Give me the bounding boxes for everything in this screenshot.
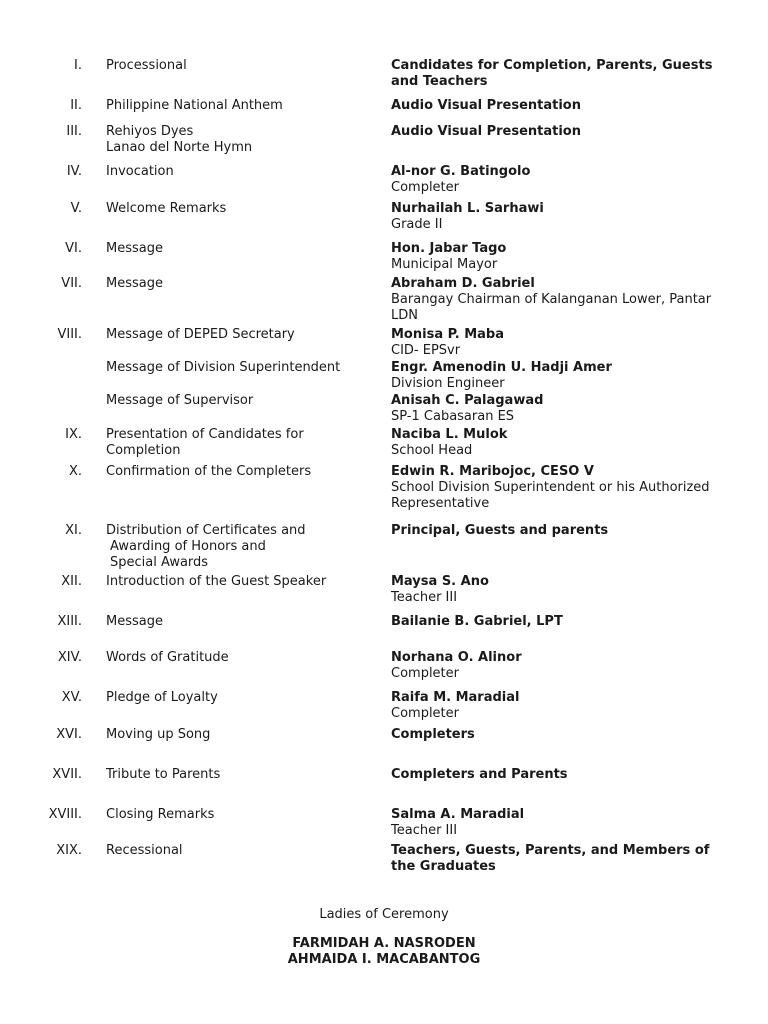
program-part — [106, 807, 376, 823]
program-part — [106, 276, 376, 292]
program-part — [106, 124, 376, 156]
program-part-line: Message — [106, 614, 163, 629]
program-part-line: Presentation of Candidates for — [106, 427, 304, 442]
program-part-line: Message of DEPED Secretary — [106, 327, 295, 342]
assignee-name: Nurhailah L. Sarhawi — [391, 201, 544, 216]
program-part-line: Message — [106, 276, 163, 291]
program-part — [106, 650, 376, 666]
program-part-line: Philippine National Anthem — [106, 98, 283, 113]
assignee-name: Salma A. Maradial — [391, 807, 525, 822]
program-part — [106, 58, 376, 74]
program-assignee — [391, 124, 736, 140]
program-number: XIX. — [56, 843, 82, 858]
program-number: VI. — [65, 241, 82, 256]
program-assignee — [391, 523, 736, 539]
program-assignee — [391, 727, 736, 743]
assignee-name: Maysa S. Ano — [391, 574, 489, 589]
program-part-line: Invocation — [106, 164, 174, 179]
program-part — [106, 614, 376, 630]
assignee-role: Teacher III — [391, 823, 458, 838]
program-part-line: Awarding of Honors and — [110, 539, 266, 554]
assignee-name: Abraham D. Gabriel — [391, 276, 535, 291]
ladies-of-ceremony — [0, 907, 768, 968]
program-assignee — [391, 650, 736, 682]
program-part-line: Introduction of the Guest Speaker — [106, 574, 327, 589]
program-assignee — [391, 201, 736, 233]
program-number: II. — [70, 98, 82, 113]
program-part — [106, 727, 376, 743]
assignee-role: Teacher III — [391, 590, 458, 605]
program-part-line: Welcome Remarks — [106, 201, 227, 216]
program-number: V. — [70, 201, 82, 216]
host-name: FARMIDAH A. NASRODEN — [292, 936, 476, 951]
program-part — [106, 523, 376, 571]
assignee-name: Audio Visual Presentation — [391, 124, 581, 139]
program-number: I. — [74, 58, 82, 73]
ceremony-label: Ladies of Ceremony — [319, 907, 449, 922]
program-assignee — [391, 164, 736, 196]
assignee-name: Monisa P. Maba — [391, 327, 505, 342]
assignee-name: Audio Visual Presentation — [391, 98, 581, 113]
assignee-name: Al-nor G. Batingolo — [391, 164, 531, 179]
program-part-line: Message of Division Superintendent — [106, 360, 341, 375]
program-assignee — [391, 807, 736, 839]
program-assignee — [391, 360, 736, 392]
program-number: X. — [68, 464, 82, 479]
assignee-name: Edwin R. Maribojoc, CESO V — [391, 464, 594, 479]
program-part-line: Recessional — [106, 843, 183, 858]
program-assignee — [391, 843, 736, 875]
program-assignee — [391, 241, 736, 273]
program-part — [106, 767, 376, 783]
program-number: XVII. — [52, 767, 82, 782]
program-part-line: Pledge of Loyalty — [106, 690, 218, 705]
assignee-name: Norhana O. Alinor — [391, 650, 522, 665]
program-part — [106, 241, 376, 257]
assignee-role: Completer — [391, 180, 459, 195]
program-part — [106, 164, 376, 180]
program-part-line: Processional — [106, 58, 187, 73]
assignee-name: Naciba L. Mulok — [391, 427, 508, 442]
assignee-role: Grade II — [391, 217, 443, 232]
program-part — [106, 464, 376, 480]
program-assignee — [391, 427, 736, 459]
assignee-name: Hon. Jabar Tago — [391, 241, 507, 256]
program-assignee — [391, 464, 736, 512]
assignee-name: Engr. Amenodin U. Hadji Amer — [391, 360, 612, 375]
program-part-line: Rehiyos Dyes — [106, 124, 194, 139]
program-part — [106, 98, 376, 114]
program-assignee — [391, 574, 736, 606]
program-assignee — [391, 327, 736, 359]
assignee-role: SP-1 Cabasaran ES — [391, 409, 515, 424]
program-part — [106, 690, 376, 706]
assignee-name: Teachers, Guests, Parents, and Members of the Graduates — [391, 843, 710, 874]
program-number: XIV. — [57, 650, 82, 665]
program-number: XIII. — [57, 614, 82, 629]
program-part — [106, 427, 376, 459]
program-number: VIII. — [57, 327, 82, 342]
program-part-line: Distribution of Certificates and — [106, 523, 306, 538]
program-part-line: Tribute to Parents — [106, 767, 221, 782]
assignee-name: Completers — [391, 727, 475, 742]
program-assignee — [391, 767, 736, 783]
assignee-role: Barangay Chairman of Kalanganan Lower, Pantar LDN — [391, 292, 712, 323]
program-assignee — [391, 614, 736, 630]
assignee-role: CID- EPSvr — [391, 343, 461, 358]
program-part-line: Words of Gratitude — [106, 650, 229, 665]
program-part — [106, 393, 376, 409]
program-part-line: Lanao del Norte Hymn — [106, 140, 253, 155]
program-number: XVIII. — [48, 807, 82, 822]
program-part-line: Completion — [106, 443, 181, 458]
program-number: IV. — [66, 164, 82, 179]
assignee-role: Municipal Mayor — [391, 257, 498, 272]
program-assignee — [391, 58, 736, 90]
program-assignee — [391, 98, 736, 114]
program-number: III. — [66, 124, 82, 139]
program-number: XV. — [61, 690, 82, 705]
program-number: XVI. — [56, 727, 82, 742]
program-number: IX. — [65, 427, 82, 442]
program-part — [106, 201, 376, 217]
assignee-name: Bailanie B. Gabriel, LPT — [391, 614, 563, 629]
assignee-name: Principal, Guests and parents — [391, 523, 609, 538]
assignee-name: Raifa M. Maradial — [391, 690, 520, 705]
program-part — [106, 843, 376, 859]
program-part-line: Moving up Song — [106, 727, 211, 742]
host-name: AHMAIDA I. MACABANTOG — [287, 952, 481, 967]
program-part — [106, 360, 376, 376]
assignee-name: Anisah C. Palagawad — [391, 393, 544, 408]
program-number: XII. — [61, 574, 82, 589]
assignee-role: Completer — [391, 706, 459, 721]
assignee-role: School Division Superintendent or his Authorized Representative — [391, 480, 710, 511]
program-assignee — [391, 276, 736, 324]
program-part-line: Message — [106, 241, 163, 256]
program-assignee — [391, 690, 736, 722]
program-number: VII. — [61, 276, 82, 291]
assignee-role: Division Engineer — [391, 376, 505, 391]
program-part-line: Special Awards — [110, 555, 209, 570]
assignee-name: Candidates for Completion, Parents, Guests and Teachers — [391, 58, 713, 89]
assignee-role: Completer — [391, 666, 459, 681]
program-part-line: Confirmation of the Completers — [106, 464, 312, 479]
program-part — [106, 327, 376, 343]
assignee-name: Completers and Parents — [391, 767, 568, 782]
program-part-line: Closing Remarks — [106, 807, 215, 822]
program-assignee — [391, 393, 736, 425]
program-part-line: Message of Supervisor — [106, 393, 254, 408]
program-number: XI. — [65, 523, 82, 538]
assignee-role: School Head — [391, 443, 473, 458]
program-part — [106, 574, 376, 590]
